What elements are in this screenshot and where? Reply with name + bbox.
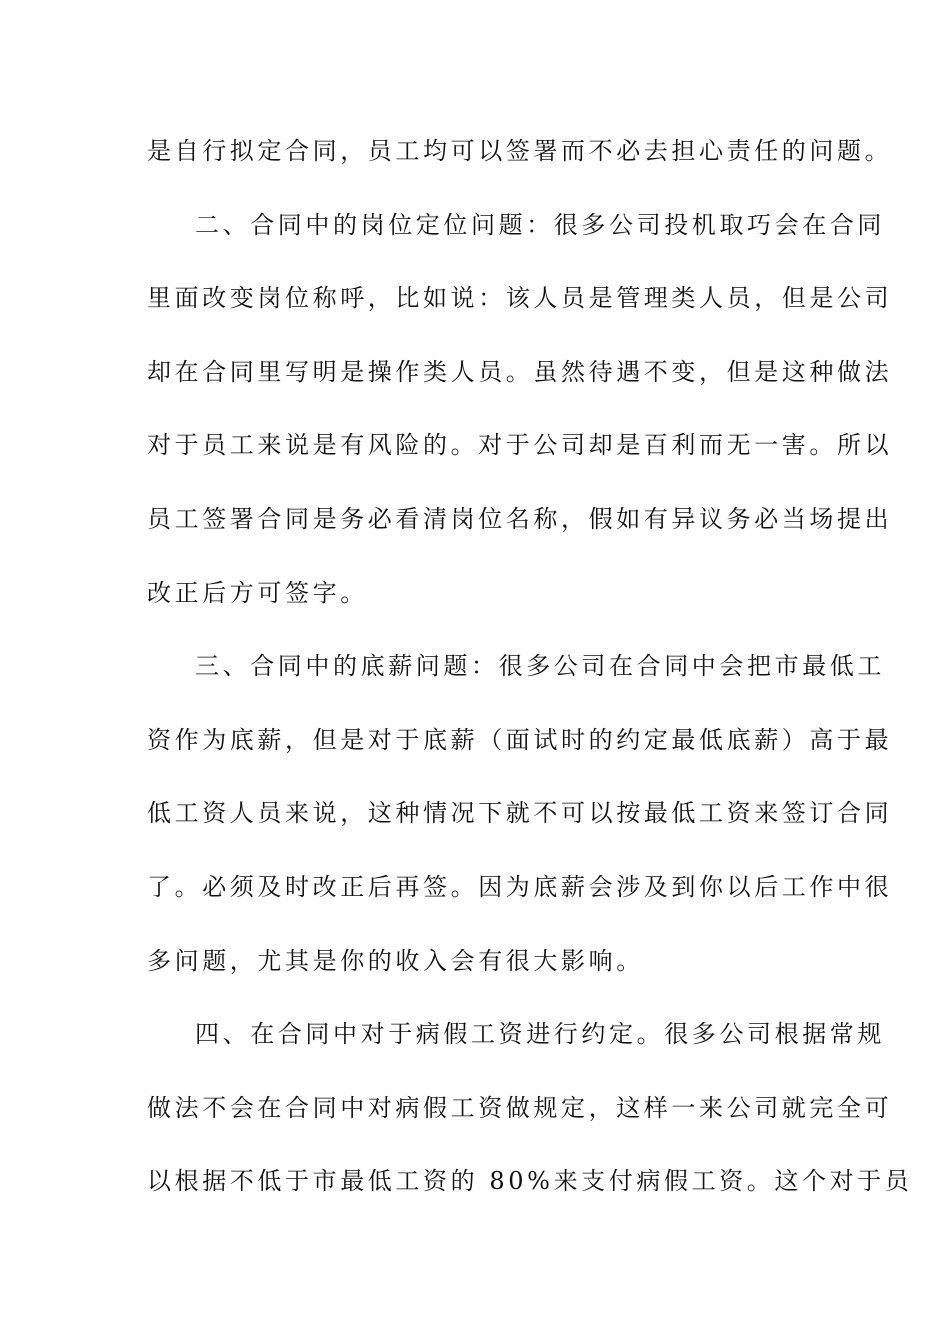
section-four-first-line: 四、在合同中对于病假工资进行约定。很多公司根据常规 <box>195 1020 885 1049</box>
section-two-line: 改正后方可签字。 <box>147 578 368 607</box>
paragraph-continuation-line: 是自行拟定合同，员工均可以签署而不必去担心责任的问题。 <box>147 137 893 165</box>
section-three-line: 资作为底薪，但是对于底薪（面试时的约定最低底薪）高于最 <box>147 725 893 754</box>
section-three-line: 多问题，尤其是你的收入会有很大影响。 <box>147 946 644 975</box>
section-three-line: 低工资人员来说，这种情况下就不可以按最低工资来签订合同 <box>147 799 893 828</box>
section-four-line: 做法不会在合同中对病假工资做规定，这样一来公司就完全可 <box>147 1093 893 1122</box>
section-three-line: 了。必须及时改正后再签。因为底薪会涉及到你以后工作中很 <box>147 872 893 901</box>
section-two-line: 员工签署合同是务必看清岗位名称，假如有异议务必当场提出 <box>147 504 893 533</box>
section-two-line: 却在合同里写明是操作类人员。虽然待遇不变，但是这种做法 <box>147 357 893 386</box>
section-two-first-line: 二、合同中的岗位定位问题：很多公司投机取巧会在合同 <box>195 210 885 239</box>
section-three-first-line: 三、合同中的底薪问题：很多公司在合同中会把市最低工 <box>195 652 885 681</box>
section-two-line: 里面改变岗位称呼，比如说：该人员是管理类人员，但是公司 <box>147 284 893 313</box>
body-text <box>147 128 913 1232</box>
section-four-line: 以根据不低于市最低工资的 80%来支付病假工资。这个对于员 <box>147 1167 913 1196</box>
section-two-line: 对于员工来说是有风险的。对于公司却是百利而无一害。所以 <box>147 431 893 460</box>
